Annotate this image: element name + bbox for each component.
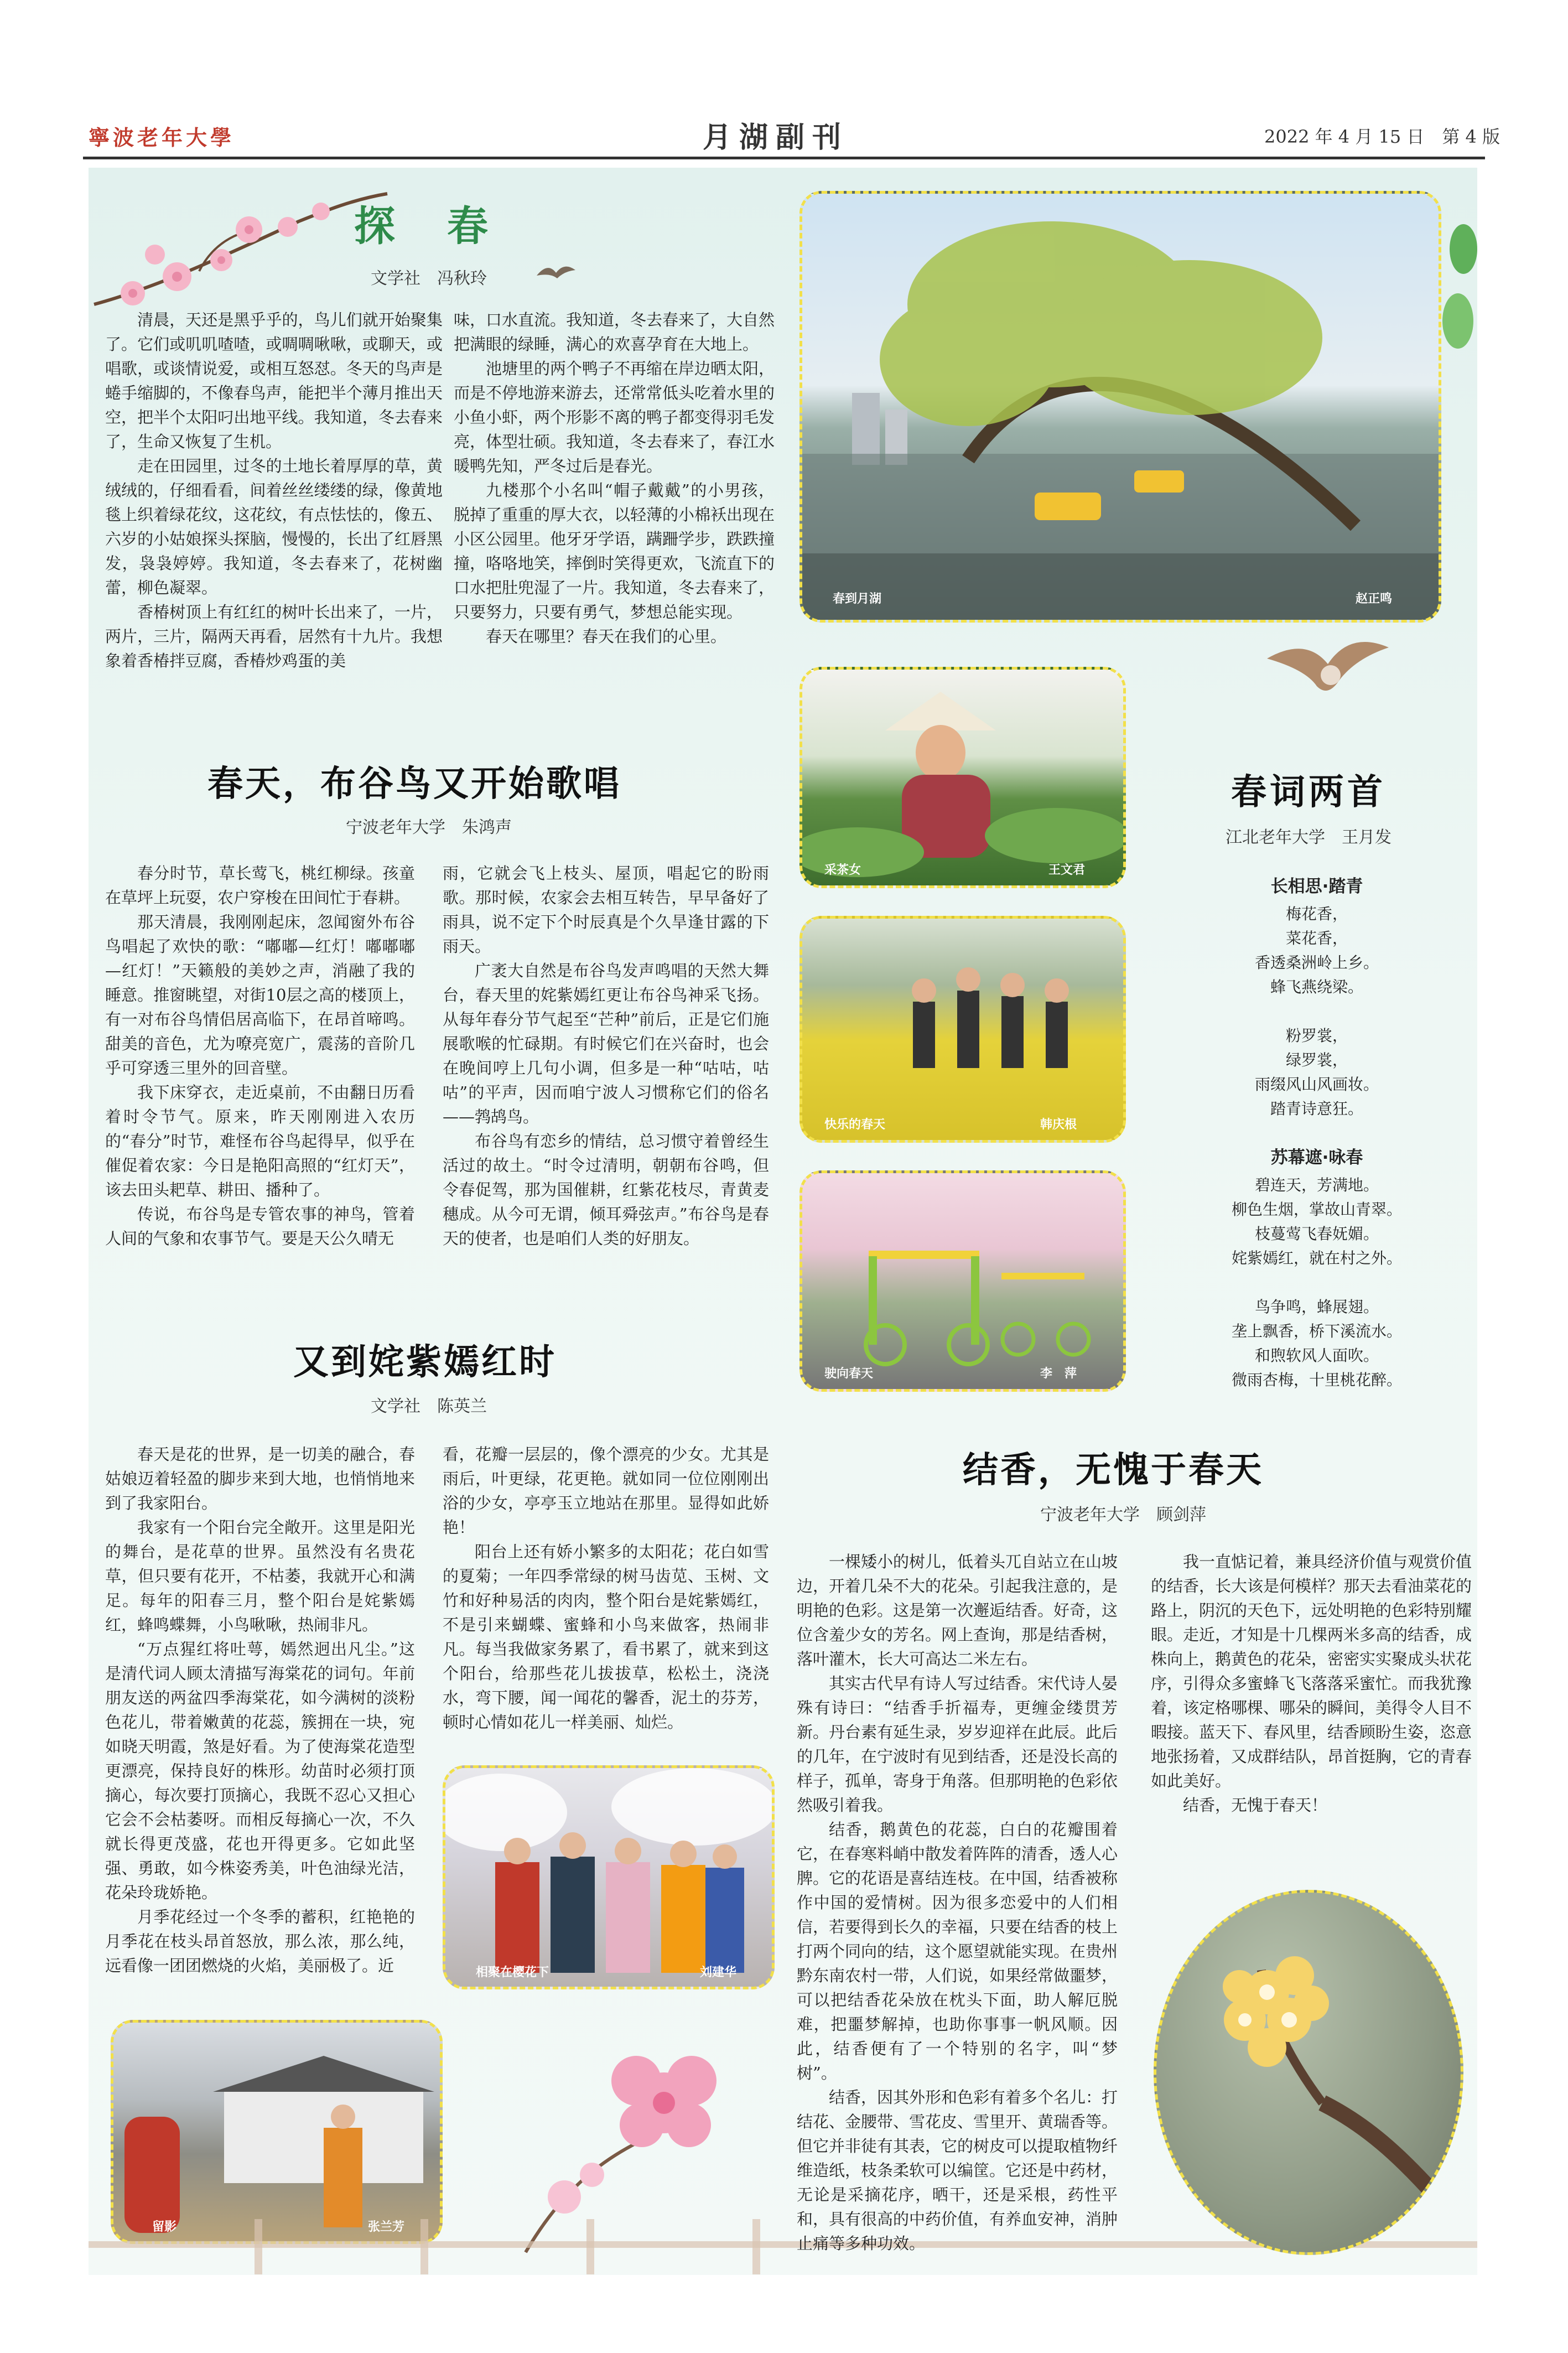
poem-line: 蜂飞燕绕梁。 [1270,978,1363,996]
article-yanhong-byline: 文学社 陈英兰 [371,1397,487,1416]
paragraph: 九楼那个小名叫“帽子戴戴”的小男孩，脱掉了重重的厚大衣，以轻薄的小棉袄出现在小区公园里。他牙牙学语，蹒跚学步，跌跌撞撞，咯咯地笑，摔倒时笑得更欢，飞流直下的口水把肚兜湿了一片。我知道，冬去春来了，只要努力，只要有勇气，梦想总能实现。 [454,481,775,621]
paragraph: 我家有一个阳台完全敞开。这里是阳光的舞台，是花草的世界。虽然没有名贵花草，但只要有花开，不枯萎，我就开心和满足。每年的阳春三月，整个阳台是姹紫嫣红，蜂鸣蝶舞，小鸟啾啾，热闹非凡。 [105,1518,415,1634]
article-jiexiang-col1 [797,1549,1118,2256]
leaf-decoration [1439,216,1477,360]
paragraph: 看，花瓣一层层的，像个漂亮的少女。尤其是雨后，叶更绿，花更艳。就如同一位位刚刚出浴的少女，亭亭玉立地站在那里。显得如此娇艳！ [443,1445,769,1537]
poem-line: 菜花香， [1285,929,1348,947]
paragraph: 我下床穿衣，走近桌前，不由翻日历看着时令节气。原来，昨天刚刚进入农历的“春分”时节，难怪布谷鸟起得早，似乎在催促着农家：今日是艳阳高照的“红灯天”，该去田头耙草、耕田、播种了。 [105,1083,415,1199]
article-tanchun-col2 [454,308,775,649]
poem-line: 踏青诗意狂。 [1270,1100,1363,1118]
tea-picker-illustration [802,670,1123,885]
paragraph: 结香，鹅黄色的花蕊，白白的花瓣围着它，在春寒料峭中散发着阵阵的清香，透人心脾。它的花语是喜结连枝。在中国，结香被称作中国的爱情树。因为很多恋爱中的人们相信，若要得到长久的幸福，只要在结香的枝上打两个同向的结，这个愿望就能实现。在贵州黔东南农村一带，人们说，如果经常做噩梦，可以把结香花朵放在枕头下面，助人解厄脱难，把噩梦解掉，也助你事事一帆风顺。因此，结香便有了一个特别的名字，叫“梦树”。 [797,1820,1118,2082]
paragraph: 香椿树顶上有红红的树叶长出来了，一片，两片，三片，隔两天再看，居然有十九片。我想象着香椿拌豆腐，香椿炒鸡蛋的美 [105,603,443,670]
paragraph: 传说，布谷鸟是专管农事的神鸟，管着人间的气象和农事节气。要是天公久晴无 [105,1205,415,1248]
paragraph: 结香，因其外形和色彩有着多个名儿：打结花、金腰带、雪花皮、雪里开、黄瑞香等。但它并非徒有其表，它的树皮可以提取植物纤维造纸，枝条柔软可以编筐。它还是中药材，无论是采摘花序，晒干，还是采根，药性平和，具有很高的中药价值，有养血安神，消肿止痛等多种功效。 [797,2088,1118,2253]
people-field-illustration [802,919,1123,1140]
photo-caption-title: 驶向春天 [824,1367,874,1381]
photo-caption-author: 韩庆根 [1040,1118,1077,1132]
poem-line: 微雨杏梅，十里桃花醉。 [1231,1371,1402,1389]
willow-tree-illustration [802,194,1439,620]
paragraph: 其实古代早有诗人写过结香。宋代诗人晏殊有诗曰：“结香手折福寿，更缠金缕贯芳新。丹台素有延生录，岁岁迎祥在此辰。此后的几年，在宁波时有见到结香，还是没长高的样子，孤单，寄身于角落。但那明艳的色彩依然吸引着我。 [797,1674,1118,1815]
paragraph: 那天清晨，我刚刚起床，忽闻窗外布谷鸟唱起了欢快的歌：“嘟嘟—红灯！嘟嘟嘟—红灯！”天籁般的美妙之声，消融了我的睡意。推窗眺望，对街10层之高的楼顶上，有一对布谷鸟情侣居高临下，在昂首啼鸣。甜美的音色，尤为嘹亮宽广，震荡的音阶几乎可穿透三里外的回音壁。 [105,913,415,1077]
article-buguniao-col2 [443,861,769,1251]
paragraph: 池塘里的两个鸭子不再缩在岸边晒太阳，而是不停地游来游去，还常常低头吃着水里的小鱼小虾，两个形影不离的鸭子都变得羽毛发亮，体型壮硕。我知道，冬去春来了，春江水暖鸭先知，严冬过后是春光。 [454,359,775,475]
poem-line: 姹紫嫣红，就在村之外。 [1231,1249,1402,1267]
poem-line: 垄上飘香，桥下溪流水。 [1231,1322,1402,1340]
paragraph: 结香，无愧于春天！ [1183,1796,1328,1815]
photo-caption-title: 相聚在樱花下 [476,1966,549,1979]
poem-line: 香透桑洲岭上乡。 [1254,953,1379,972]
group-photo-illustration [445,1768,772,1987]
paragraph: 月季花经过一个冬季的蓄积，红艳艳的月季花在枝头昂首怒放，那么浓，那么纯，远看像一团团燃烧的火焰，美丽极了。近 [105,1908,415,1975]
photo-rapeseed-field [799,916,1126,1143]
paragraph: “万点猩红将吐萼，嫣然迥出凡尘。”这是清代词人顾太清描写海棠花的词句。年前朋友送的两盆四季海棠花，如今满树的淡粉色花儿，带着嫩黄的花蕊，簇拥在一块，宛如晓天明霞，煞是好看。为了使海棠花造型更漂亮，保持良好的株形。幼苗时必须打顶摘心，每次要打顶摘心，我既不忍心又担心它会不会枯萎呀。而相反每摘心一次，不久就长得更茂盛，花也开得更多。它如此坚强、勇敢，如今株姿秀美，叶色油绿光洁，花朵玲珑娇艳。 [105,1640,415,1902]
poem-stanza-break [1178,1271,1455,1295]
poem-title: 长相思·踏青 [1270,877,1363,896]
blossom-branch-decoration [89,177,398,321]
photo-caption-author: 李 萍 [1040,1367,1077,1381]
paragraph: 布谷鸟有恋乡的情结，总习惯守着曾经生活过的故土。“时令过清明，朝朝布谷鸣，但令春促驾，那为国催耕，红紫花枝尽，青黄麦穗成。从今可无谓，倾耳舜弦声。”布谷鸟是春天的使者，也是咱们人类的好朋友。 [443,1132,769,1248]
article-jiexiang-byline: 宁波老年大学 顾剑萍 [1040,1505,1206,1525]
article-jiexiang-title: 结香，无愧于春天 [963,1450,1264,1491]
photo-jiexiang-flower [1154,1890,1463,2255]
article-buguniao-byline: 宁波老年大学 朱鸿声 [346,818,512,837]
photo-caption-title: 快乐的春天 [824,1118,886,1132]
photo-caption-author: 赵正鸣 [1356,592,1393,606]
poems-title: 春词两首 [1231,772,1386,813]
photo-tea-picker [799,667,1126,888]
poem-changxiangsi [1178,874,1455,1121]
photo-cherry-group [443,1765,775,1989]
photo-caption-author: 张兰芳 [368,2220,405,2234]
article-tanchun-col1 [105,308,443,673]
poem-line: 绿罗裳， [1285,1051,1348,1069]
poem-line: 碧连天，芳满地。 [1254,1176,1379,1194]
paragraph: 广袤大自然是布谷鸟发声鸣唱的天然大舞台，春天里的姹紫嫣红更让布谷鸟神采飞扬。从每年春分节气起至“芒种”前后，正是它们施展歌喉的忙碌期。有时候它们在兴奋时，也会在晚间哼上几句小调，但多是一种“咕咕，咕咕”的平声，因而咱宁波人习惯称它们的俗名——鹁鸪鸟。 [443,961,769,1126]
paragraph: 春分时节，草长莺飞，桃红柳绿。孩童在草坪上玩耍，农户穿梭在田间忙于春耕。 [105,864,415,907]
photo-caption-title: 春到月湖 [833,592,882,606]
article-yanhong-title: 又到姹紫嫣红时 [293,1342,557,1383]
poem-line: 枝蔓莺飞春妩媚。 [1254,1225,1379,1243]
paragraph: 我一直惦记着，兼具经济价值与观赏价值的结香，长大该是何模样？那天去看油菜花的路上，阴沉的天色下，远处明艳的色彩特别耀眼。走近，才知是十几棵两米多高的结香，成株向上，鹅黄色的花朵，密密实实聚成头状花序，引得众多蜜蜂飞飞落落采蜜忙。而我犹豫着，该定格哪棵、哪朵的瞬间，美得令人目不暇接。蓝天下、春风里，结香顾盼生姿，恣意地张扬着，又成群结队，昂首挺胸，它的青春如此美好。 [1151,1552,1472,1790]
article-tanchun-byline: 文学社 冯秋玲 [371,269,487,288]
bird-icon [534,259,578,287]
poem-sumuzhe [1178,1146,1455,1392]
header-rule [83,157,1485,159]
poem-line: 鸟争鸣，蜂展翅。 [1254,1298,1379,1316]
photo-caption-author: 刘建华 [700,1966,737,1979]
photo-bike-cart [799,1170,1126,1392]
article-yanhong-col2 [443,1442,769,1734]
photo-caption-title: 采茶女 [824,863,861,877]
photo-lake-willow [799,191,1441,623]
article-buguniao-col1 [105,861,415,1251]
article-yanhong-col1 [105,1442,415,1978]
photo-caption-title: 留影 [152,2220,177,2234]
flying-bird-decoration [1261,625,1394,708]
article-jiexiang-col2 [1151,1549,1472,1817]
article-buguniao-title: 春天，布谷鸟又开始歌唱 [207,764,621,805]
poem-line: 粉罗裳， [1285,1027,1348,1045]
issue-date-page: 2022 年 4 月 15 日 第 4 版 [1264,126,1500,147]
paragraph: 雨，它就会飞上枝头、屋顶，唱起它的盼雨歌。那时候，农家会去相互转告，早早备好了雨具，说不定下个时辰真是个久旱逢甘露的下雨天。 [443,864,769,956]
article-tanchun-title: 探 春 [354,203,494,250]
paragraph: 一棵矮小的树儿，低着头兀自站立在山坡边，开着几朵不大的花朵。引起我注意的，是明艳的色彩。这是第一次邂逅结香。好奇，这位含羞少女的芳名。网上查询，那是结香树，落叶灌木，长大可高达二米左右。 [797,1552,1118,1668]
paragraph: 清晨，天还是黑乎乎的，鸟儿们就开始聚集了。它们或叽叽喳喳，或啁啁啾啾，或聊天，或唱歌，或谈情说爱，或相互怒怼。冬天的鸟声是蜷手缩脚的，不像春鸟声，能把半个薄月推出天空，把半个太阳叼出地平线。我知道，冬去春来了，生命又恢复了生机。 [105,310,443,451]
jiexiang-flower-illustration [1156,1893,1461,2252]
poem-line: 和煦软风人面吹。 [1254,1346,1379,1365]
bike-cart-illustration [802,1173,1123,1389]
masthead-title: 月湖副刊 [703,121,849,154]
paragraph: 走在田园里，过冬的土地长着厚厚的草，黄绒绒的，仔细看看，间着丝丝缕缕的绿，像黄地毯上织着绿花纹，这花纹，有点怯怯的，像五、六岁的小姑娘探头探脑，慢慢的，长出了红唇黑发，袅袅婷婷。我知道，冬去春来了，花树幽蕾，柳色凝翠。 [105,457,443,597]
poems-byline: 江北老年大学 王月发 [1226,828,1392,847]
paragraph: 阳台上还有娇小繁多的太阳花；花白如雪的夏菊；一年四季常绿的树马齿苋、玉树、文竹和好种易活的肉肉，整个阳台是姹紫嫣红，不是引来蝴蝶、蜜蜂和小鸟来做客，热闹非凡。每当我做家务累了，看书累了，就来到这个阳台，给那些花儿拔拔草，松松土，浇浇水，弯下腰，闻一闻花的馨香，泥土的芬芳，顿时心情如花儿一样美丽、灿烂。 [443,1542,769,1732]
poem-stanza-break [1178,999,1455,1024]
paragraph: 味，口水直流。我知道，冬去春来了，大自然把满眼的绿睡，满心的欢喜孕育在大地上。 [454,310,775,354]
poem-line: 柳色生烟，掌故山青翠。 [1231,1200,1402,1219]
poem-title: 苏幕遮·咏春 [1270,1148,1363,1168]
paragraph: 春天在哪里？春天在我们的心里。 [486,627,727,646]
masthead-school-name: 寧波老年大學 [89,126,235,150]
paragraph: 春天是花的世界，是一切美的融合，春姑娘迈着轻盈的脚步来到大地，也悄悄地来到了我家阳台。 [105,1445,415,1512]
poem-line: 雨缀风山风画妆。 [1254,1075,1379,1093]
poem-line: 梅花香， [1285,905,1348,923]
photo-caption-author: 王文君 [1048,863,1086,877]
